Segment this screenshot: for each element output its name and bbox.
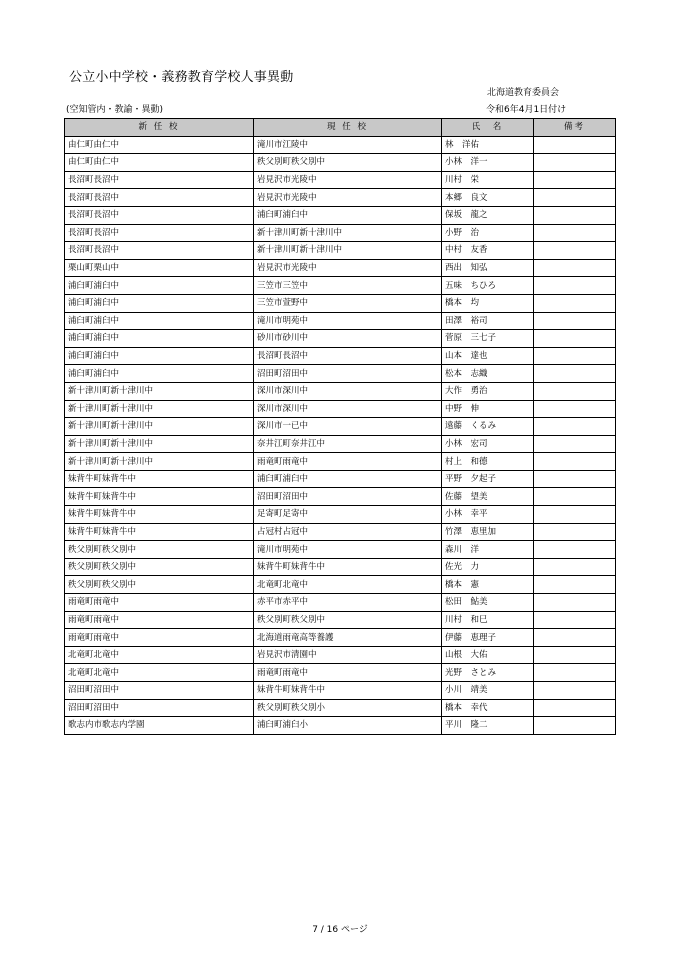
table-row: [65, 488, 616, 506]
name-cell: 森川 洋: [442, 541, 534, 559]
new-school-cell: 秩父別町秩父別中: [65, 576, 254, 594]
name-cell: 山本 達也: [442, 347, 534, 365]
current-school-cell: 奈井江町奈井江中: [254, 435, 442, 453]
new-school-cell: 浦臼町浦臼中: [65, 277, 254, 295]
new-school-cell: 浦臼町浦臼中: [65, 312, 254, 330]
name-cell: 佐藤 望美: [442, 488, 534, 506]
current-school-cell: 雨竜町雨竜中: [254, 453, 442, 471]
table-row: [65, 206, 616, 224]
new-school-cell: 新十津川町新十津川中: [65, 382, 254, 400]
remarks-cell: [534, 259, 616, 277]
name-cell: 小川 靖美: [442, 682, 534, 700]
new-school-cell: 北竜町北竜中: [65, 664, 254, 682]
page-number: 7 / 16 ページ: [312, 925, 368, 935]
remarks-cell: [534, 154, 616, 172]
new-school-cell: 長沼町長沼中: [65, 206, 254, 224]
new-school-cell: 北竜町北竜中: [65, 646, 254, 664]
issuing-organization: 北海道教育委員会: [487, 88, 560, 98]
remarks-cell: [534, 347, 616, 365]
name-cell: 保坂 龍之: [442, 206, 534, 224]
new-school-cell: 長沼町長沼中: [65, 224, 254, 242]
column-header-name: 氏 名: [442, 119, 534, 137]
table-row: [65, 277, 616, 295]
remarks-cell: [534, 365, 616, 383]
name-cell: 遠藤 くるみ: [442, 418, 534, 436]
name-cell: 大作 勇治: [442, 382, 534, 400]
table-row: [65, 330, 616, 348]
current-school-cell: 岩見沢市光陵中: [254, 259, 442, 277]
remarks-cell: [534, 664, 616, 682]
new-school-cell: 歌志内市歌志内学園: [65, 717, 254, 735]
name-cell: 五味 ちひろ: [442, 277, 534, 295]
remarks-cell: [534, 242, 616, 260]
current-school-cell: 新十津川町新十津川中: [254, 224, 442, 242]
name-cell: 山根 大佑: [442, 646, 534, 664]
remarks-cell: [534, 717, 616, 735]
current-school-cell: 沼田町沼田中: [254, 365, 442, 383]
name-cell: 菅原 三七子: [442, 330, 534, 348]
name-cell: 松田 鮎美: [442, 594, 534, 612]
column-header-remarks: 備考: [534, 119, 616, 137]
name-cell: 林 洋佑: [442, 136, 534, 154]
current-school-cell: 新十津川町新十津川中: [254, 242, 442, 260]
remarks-cell: [534, 382, 616, 400]
remarks-cell: [534, 435, 616, 453]
current-school-cell: 深川市一已中: [254, 418, 442, 436]
new-school-cell: 秩父別町秩父別中: [65, 541, 254, 559]
new-school-cell: 由仁町由仁中: [65, 136, 254, 154]
table-row: [65, 558, 616, 576]
name-cell: 佐光 力: [442, 558, 534, 576]
new-school-cell: 新十津川町新十津川中: [65, 418, 254, 436]
name-cell: 村上 和德: [442, 453, 534, 471]
new-school-cell: 浦臼町浦臼中: [65, 347, 254, 365]
new-school-cell: 浦臼町浦臼中: [65, 365, 254, 383]
table-row: [65, 576, 616, 594]
table-row: [65, 224, 616, 242]
remarks-cell: [534, 470, 616, 488]
name-cell: 橋本 均: [442, 294, 534, 312]
table-row: [65, 136, 616, 154]
current-school-cell: 岩見沢市光陵中: [254, 171, 442, 189]
table-header-row: [65, 119, 616, 137]
name-cell: 小林 洋一: [442, 154, 534, 172]
name-cell: 田澤 裕司: [442, 312, 534, 330]
remarks-cell: [534, 506, 616, 524]
remarks-cell: [534, 206, 616, 224]
name-cell: 平川 隆二: [442, 717, 534, 735]
remarks-cell: [534, 611, 616, 629]
document-title: 公立小中学校・義務教育学校人事異動: [69, 70, 294, 85]
remarks-cell: [534, 682, 616, 700]
name-cell: 本郷 良文: [442, 189, 534, 207]
remarks-cell: [534, 576, 616, 594]
table-row: [65, 382, 616, 400]
current-school-cell: 北海道雨竜高等養護: [254, 629, 442, 647]
new-school-cell: 妹背牛町妹背牛中: [65, 523, 254, 541]
current-school-cell: 滝川市明苑中: [254, 312, 442, 330]
current-school-cell: 三笠市萱野中: [254, 294, 442, 312]
name-cell: 川村 和巳: [442, 611, 534, 629]
new-school-cell: 秩父別町秩父別中: [65, 558, 254, 576]
new-school-cell: 長沼町長沼中: [65, 171, 254, 189]
current-school-cell: 岩見沢市光陵中: [254, 189, 442, 207]
remarks-cell: [534, 224, 616, 242]
table-row: [65, 347, 616, 365]
new-school-cell: 雨竜町雨竜中: [65, 611, 254, 629]
current-school-cell: 足寄町足寄中: [254, 506, 442, 524]
new-school-cell: 妹背牛町妹背牛中: [65, 470, 254, 488]
current-school-cell: 砂川市砂川中: [254, 330, 442, 348]
new-school-cell: 新十津川町新十津川中: [65, 435, 254, 453]
new-school-cell: 由仁町由仁中: [65, 154, 254, 172]
table-row: [65, 541, 616, 559]
new-school-cell: 雨竜町雨竜中: [65, 629, 254, 647]
remarks-cell: [534, 171, 616, 189]
table-row: [65, 400, 616, 418]
name-cell: 小野 治: [442, 224, 534, 242]
current-school-cell: 沼田町沼田中: [254, 488, 442, 506]
remarks-cell: [534, 294, 616, 312]
table-row: [65, 629, 616, 647]
new-school-cell: 長沼町長沼中: [65, 189, 254, 207]
current-school-cell: 深川市深川中: [254, 382, 442, 400]
name-cell: 川村 栄: [442, 171, 534, 189]
remarks-cell: [534, 453, 616, 471]
remarks-cell: [534, 646, 616, 664]
table-row: [65, 171, 616, 189]
current-school-cell: 三笠市三笠中: [254, 277, 442, 295]
remarks-cell: [534, 629, 616, 647]
column-header-current-school: 現 任 校: [254, 119, 442, 137]
name-cell: 小林 幸平: [442, 506, 534, 524]
current-school-cell: 深川市深川中: [254, 400, 442, 418]
remarks-cell: [534, 488, 616, 506]
remarks-cell: [534, 312, 616, 330]
current-school-cell: 滝川市江陵中: [254, 136, 442, 154]
name-cell: 橋本 憲: [442, 576, 534, 594]
new-school-cell: 浦臼町浦臼中: [65, 294, 254, 312]
remarks-cell: [534, 541, 616, 559]
new-school-cell: 妹背牛町妹背牛中: [65, 488, 254, 506]
current-school-cell: 浦臼町浦臼中: [254, 470, 442, 488]
name-cell: 平野 夕起子: [442, 470, 534, 488]
table-row: [65, 611, 616, 629]
name-cell: 小林 宏司: [442, 435, 534, 453]
name-cell: 松本 志織: [442, 365, 534, 383]
scope-label: (空知管内・教諭・異動): [66, 105, 164, 115]
current-school-cell: 秩父別町秩父別中: [254, 611, 442, 629]
current-school-cell: 秩父別町秩父別中: [254, 154, 442, 172]
table-row: [65, 664, 616, 682]
new-school-cell: 沼田町沼田中: [65, 699, 254, 717]
name-cell: 中村 友香: [442, 242, 534, 260]
remarks-cell: [534, 136, 616, 154]
table-row: [65, 470, 616, 488]
current-school-cell: 長沼町長沼中: [254, 347, 442, 365]
current-school-cell: 岩見沢市清園中: [254, 646, 442, 664]
new-school-cell: 栗山町栗山中: [65, 259, 254, 277]
current-school-cell: 妹背牛町妹背牛中: [254, 682, 442, 700]
new-school-cell: 雨竜町雨竜中: [65, 594, 254, 612]
table-row: [65, 506, 616, 524]
remarks-cell: [534, 418, 616, 436]
table-row: [65, 242, 616, 260]
effective-date: 令和6年4月1日付け: [486, 105, 567, 115]
remarks-cell: [534, 699, 616, 717]
new-school-cell: 新十津川町新十津川中: [65, 400, 254, 418]
remarks-cell: [534, 277, 616, 295]
current-school-cell: 秩父別町秩父別小: [254, 699, 442, 717]
table-row: [65, 294, 616, 312]
table-row: [65, 646, 616, 664]
name-cell: 光野 さとみ: [442, 664, 534, 682]
table-row: [65, 523, 616, 541]
current-school-cell: 滝川市明苑中: [254, 541, 442, 559]
table-row: [65, 418, 616, 436]
remarks-cell: [534, 400, 616, 418]
remarks-cell: [534, 189, 616, 207]
remarks-cell: [534, 523, 616, 541]
new-school-cell: 長沼町長沼中: [65, 242, 254, 260]
table-row: [65, 717, 616, 735]
current-school-cell: 浦臼町浦臼中: [254, 206, 442, 224]
new-school-cell: 妹背牛町妹背牛中: [65, 506, 254, 524]
table-row: [65, 682, 616, 700]
table-row: [65, 154, 616, 172]
current-school-cell: 雨竜町雨竜中: [254, 664, 442, 682]
personnel-transfer-table: [64, 118, 616, 735]
table-row: [65, 699, 616, 717]
name-cell: 橋本 幸代: [442, 699, 534, 717]
table-row: [65, 365, 616, 383]
name-cell: 伊藤 恵理子: [442, 629, 534, 647]
current-school-cell: 赤平市赤平中: [254, 594, 442, 612]
name-cell: 中野 伸: [442, 400, 534, 418]
new-school-cell: 新十津川町新十津川中: [65, 453, 254, 471]
remarks-cell: [534, 594, 616, 612]
table-row: [65, 189, 616, 207]
column-header-new-school: 新 任 校: [65, 119, 254, 137]
name-cell: 西出 知弘: [442, 259, 534, 277]
new-school-cell: 浦臼町浦臼中: [65, 330, 254, 348]
remarks-cell: [534, 330, 616, 348]
current-school-cell: 占冠村占冠中: [254, 523, 442, 541]
new-school-cell: 沼田町沼田中: [65, 682, 254, 700]
table-row: [65, 435, 616, 453]
table-row: [65, 312, 616, 330]
current-school-cell: 北竜町北竜中: [254, 576, 442, 594]
table-row: [65, 259, 616, 277]
name-cell: 竹澤 恵里加: [442, 523, 534, 541]
current-school-cell: 妹背牛町妹背牛中: [254, 558, 442, 576]
remarks-cell: [534, 558, 616, 576]
current-school-cell: 浦臼町浦臼小: [254, 717, 442, 735]
table-body: [65, 136, 616, 734]
table-row: [65, 594, 616, 612]
table-row: [65, 453, 616, 471]
